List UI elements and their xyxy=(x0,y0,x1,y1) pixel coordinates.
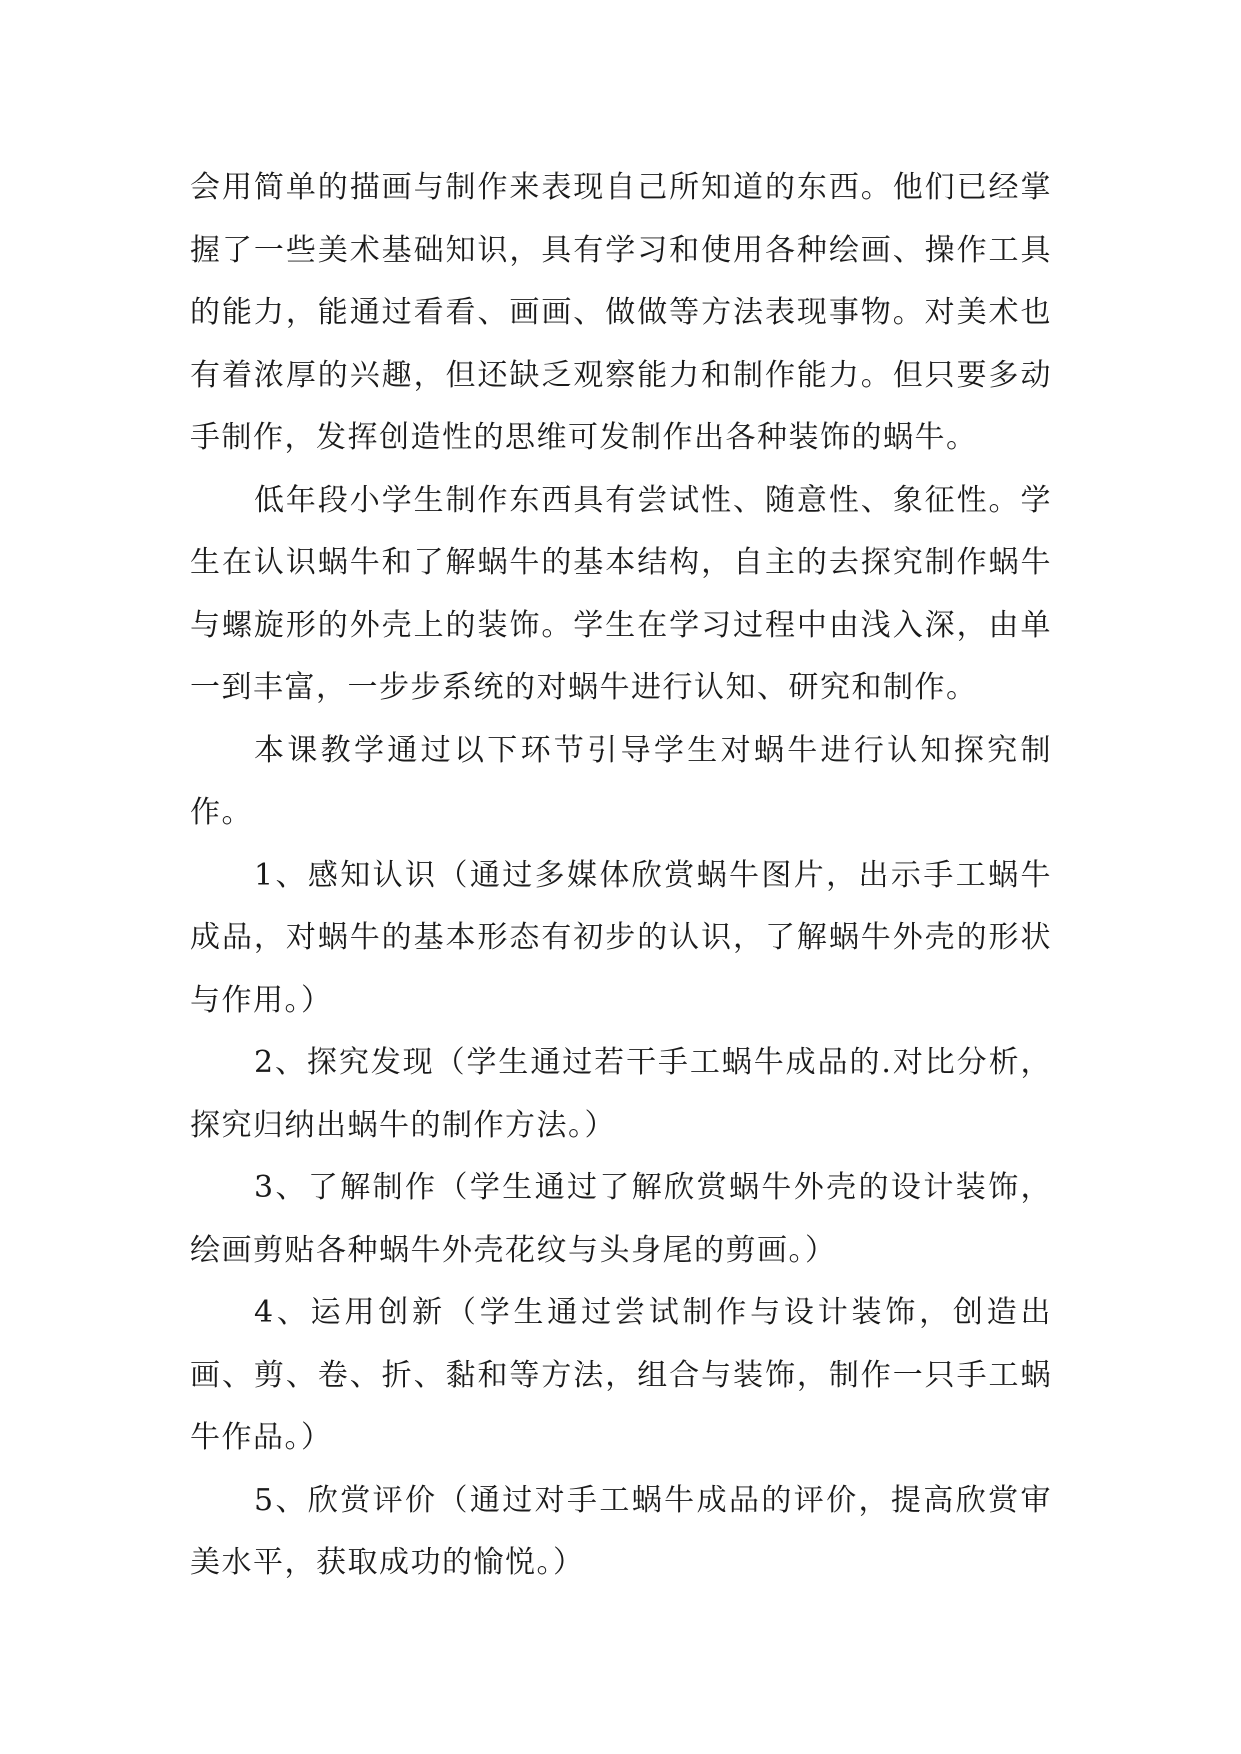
list-item-step-4: 4、运用创新（学生通过尝试制作与设计装饰，创造出画、剪、卷、折、黏和等方法，组合与装饰，制作一只手工蜗牛作品。） xyxy=(190,1295,1052,1455)
list-item-step-3: 3、了解制作（学生通过了解欣赏蜗牛外壳的设计装饰，绘画剪贴各种蜗牛外壳花纹与头身尾的剪画。） xyxy=(190,1170,1052,1268)
paragraph-lesson-intro: 本课教学通过以下环节引导学生对蜗牛进行认知探究制作。 xyxy=(190,732,1052,830)
list-item-step-1: 1、感知认识（通过多媒体欣赏蜗牛图片，出示手工蜗牛成品，对蜗牛的基本形态有初步的认识，了解蜗牛外壳的形状与作用。） xyxy=(190,857,1052,1018)
list-item-step-5: 5、欣赏评价（通过对手工蜗牛成品的评价，提高欣赏审美水平，获取成功的愉悦。） xyxy=(190,1482,1052,1580)
paragraph-student-characteristics: 低年段小学生制作东西具有尝试性、随意性、象征性。学生在认识蜗牛和了解蜗牛的基本结构，自主的去探究制作蜗牛与螺旋形的外壳上的装饰。学生在学习过程中由浅入深，由单一到丰富，一步步系统的对蜗牛进行认知、研究和制作。 xyxy=(190,482,1052,705)
paragraph-continuation: 会用简单的描画与制作来表现自己所知道的东西。他们已经掌握了一些美术基础知识，具有学习和使用各种绘画、操作工具的能力，能通过看看、画画、做做等方法表现事物。对美术也有着浓厚的兴趣，但还缺乏观察能力和制作能力。但只要多动手制作，发挥创造性的思维可发制作出各种装饰的蜗牛。 xyxy=(190,170,1052,455)
document-body xyxy=(190,157,1052,1595)
list-item-step-2: 2、探究发现（学生通过若干手工蜗牛成品的.对比分析，探究归纳出蜗牛的制作方法。） xyxy=(190,1045,1052,1143)
